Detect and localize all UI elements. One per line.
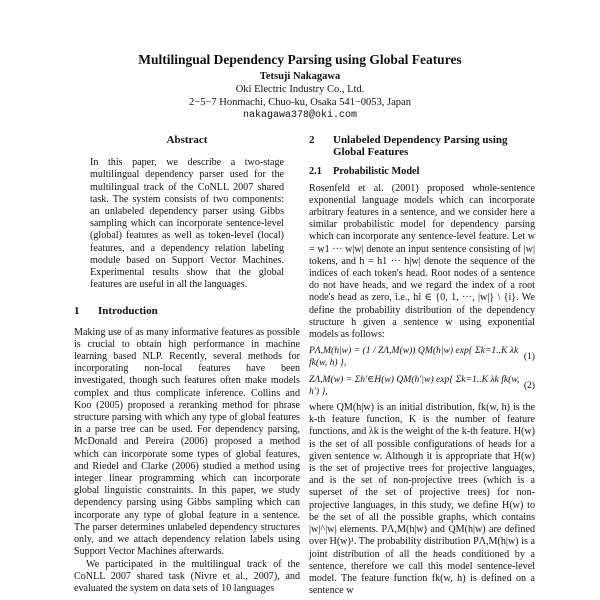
affiliation: Oki Electric Industry Co., Ltd. xyxy=(235,84,365,95)
section-1-title: Introduction xyxy=(98,305,158,318)
intro-paragraph-1: Making use of as many informative features as possible is crucial to obtain high performance in machine learning based NLP. Recently, several methods for incorporating non-local features have been investigated, though such features often make models complex and thus complicate inference. Collins and Koo (2005) proposed a reranking method for phrase structure parsing with which any type of global features in a parse tree can be used. For dependency parsing, McDonald and Pereira (2006) proposed a method which can incorporate some types of global features, and Riedel and Clarke (2006) studied a method using integer linear programming which can incorporate global linguistic constraints. In this paper, we study dependency parsing using Gibbs sampling which can incorporate any type of global feature in a sentence. The parser determines unlabeled dependency structures only, and we attach dependency relation labels using Support Vector Machines afterwards. xyxy=(74,326,300,558)
right-column xyxy=(309,134,535,597)
intro-paragraph-2: We participated in the multilingual track of the CoNLL 2007 shared task (Nivre et al., 2007), and evaluated the system on data sets of 10 languages xyxy=(74,558,300,594)
equation-1-number: (1) xyxy=(523,351,535,363)
subsection-2-1-number: 2.1 xyxy=(309,166,322,178)
address: 2−5−7 Honmachi, Chuo-ku, Osaka 541−0053, Japan xyxy=(189,97,411,108)
left-column xyxy=(74,134,300,595)
subsection-2-1-paragraph-b: where QM(h|w) is an initial distribution, fk(w, h) is the k-th feature function, K is the number of feature functions, and λk is the weight of the k-th feature. H(w) is the set of all possible configurations of heads for a given sentence w. Although it is appropriate that H(w) is the set of projective trees for projective languages, and is the set of non-projective trees (which is a superset of the set of projective trees) for non-projective languages, in this study, we define H(w) to be the set of all the possible graphs, which contains |w|^|w| elements. PΛ,M(h|w) and QM(h|w) are defined over H(w)¹. The probability distribution PΛ,M(h|w) is a joint distribution of all the heads conditioned by a sentence, therefore we call this model sentence-level model. The feature function fk(w, h) is defined on a sentence w xyxy=(309,402,535,597)
author-email: nakagawa378@oki.com xyxy=(242,110,358,121)
abstract-text: In this paper, we describe a two-stage multilingual dependency parser used for the multilingual track of the CoNLL 2007 shared task. The system consists of two components: an unlabeled dependency parser using Gibbs sampling which can incorporate sentence-level (global) features as well as token-level (local) features, and a dependency relation labeling module based on Support Vector Machines. Experimental results show that the global features are useful in all the languages. xyxy=(90,157,284,291)
section-2-number: 2 xyxy=(309,134,315,146)
subsection-2-1-paragraph-a: Rosenfeld et al. (2001) proposed whole-sentence exponential language models which can incorporate arbitrary features in a sentence, and we consider here a similar probabilistic model for dependency parsing which can incorporate any sentence-level feature. Let w = w1 ··· w|w| denote an input sentence consisting of |w| tokens, and h = h1 ··· h|w| denote the sequence of the indices of each token's head. Root nodes of a sentence do not have heads, and we regard the index of a root node's head as zero, i.e., hi ∈ {0, 1, ···, |w|} \ {i}. We define the probability distribution of the dependency structure h given a sentence w using exponential models as follows: xyxy=(309,182,535,341)
subsection-2-1-heading xyxy=(309,166,535,178)
equation-2 xyxy=(309,374,535,398)
section-2-title: Unlabeled Dependency Parsing using Global Features xyxy=(333,134,508,159)
abstract-heading: Abstract xyxy=(166,134,208,146)
equation-1-body: PΛ,M(h|w) = (1 / ZΛ,M(w)) QM(h|w) exp{ Σk=1..K λk fk(w, h) }, xyxy=(309,345,519,369)
equation-1 xyxy=(309,345,535,369)
author-name: Tetsuji Nakagawa xyxy=(259,71,341,82)
subsection-2-1-title: Probabilistic Model xyxy=(333,166,420,178)
section-1-heading xyxy=(74,305,300,317)
author-block xyxy=(0,70,600,122)
equation-2-body: ZΛ,M(w) = Σh′∈H(w) QM(h′|w) exp{ Σk=1..K λk fk(w, h′) }, xyxy=(309,373,520,397)
paper-title: Multilingual Dependency Parsing using Global Features xyxy=(138,52,462,67)
section-2-heading xyxy=(309,134,535,158)
section-1-number: 1 xyxy=(74,305,80,318)
equation-2-number: (2) xyxy=(523,379,535,391)
